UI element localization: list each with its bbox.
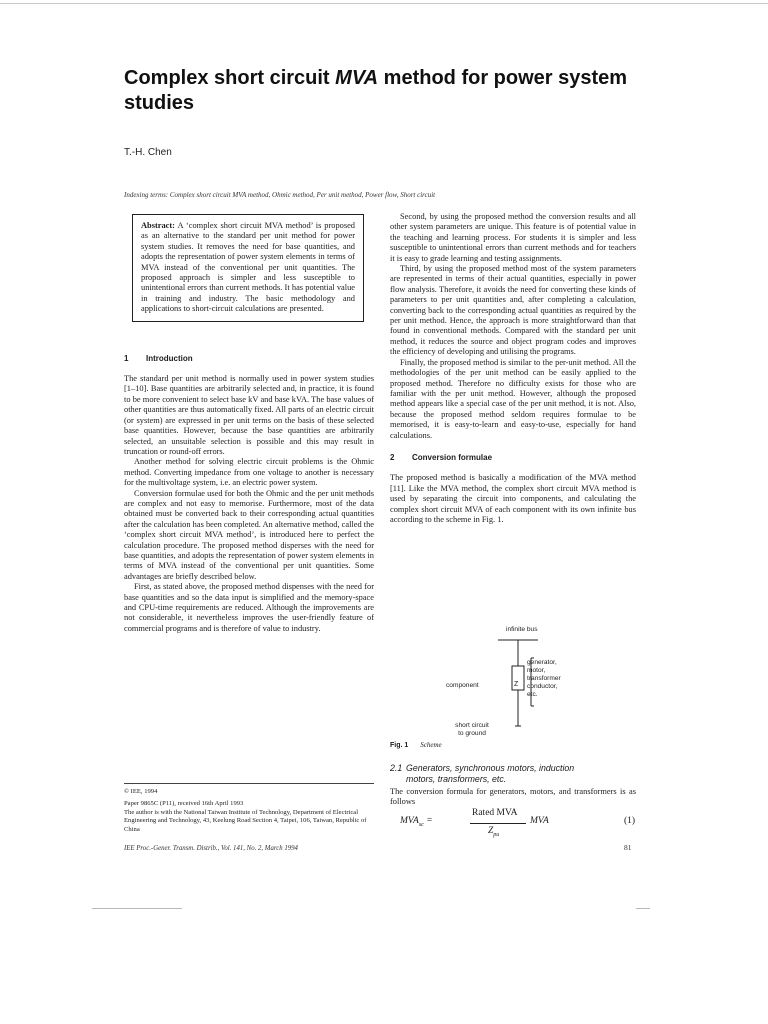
paragraph: The conversion formula for generators, motors, and transformers is as follows	[390, 787, 636, 807]
section-2-heading: 2 Conversion formulae	[390, 452, 493, 462]
equation-rhs: MVA	[530, 816, 549, 826]
page-number: 81	[624, 843, 632, 852]
paragraph: Finally, the proposed method is similar to the per-unit method. All the methodologies of the per unit method can be easily applied to the proposed method. Therefore no difficulty exists for those who are familiar with the per unit method. However, although the proposed method appears like a special case of the per unit method, it is not. Also, because the proposed method seldom requires formulae to be memorised, it is easy-to-learn and easy-to-use, especially for hand calculations.	[390, 357, 636, 440]
left-column	[124, 214, 374, 634]
scan-artifact-line	[636, 908, 650, 909]
paper-note: Paper 9865C (P11), received 16th April 1993	[124, 800, 244, 808]
author: T.-H. Chen	[124, 147, 172, 158]
equation-number: (1)	[624, 816, 636, 826]
abstract-label: Abstract:	[141, 221, 175, 230]
figure-1-scheme	[390, 622, 636, 752]
infinite-bus-label: infinite bus	[506, 626, 538, 633]
section-1-heading: 1 Introduction	[124, 353, 193, 363]
footnotes	[124, 783, 374, 834]
component-label: component	[446, 682, 479, 689]
indexing-terms: Indexing terms: Complex short circuit MVA method, Ohmic method, Per unit method, Power flow, Short circuit	[124, 191, 436, 199]
impedance-label: Z	[514, 681, 519, 688]
short-circuit-label: short circuit to ground	[455, 722, 489, 737]
paragraph: Third, by using the proposed method most of the system parameters are represented in terms of their actual quantities, especially in power flow analysis. Therefore, it avoids the need for converting these kinds of parameters to per unit quantities and, after completing a calculation, converting back to the corresponding actual quantities as required by the per unit method. Hence, the approach is more straightforward than that found in conventional methods. Compared with the standard per unit method, it reduces the source and object program codes and improves the efficiency of developing and utilising the programs.	[390, 264, 636, 357]
figure-caption: Fig. 1 Scheme	[390, 741, 442, 749]
paragraph: Conversion formulae used for both the Ohmic and the per unit methods are complex and not easy to memorise. Furthermore, most of the data obtained must be converted back to their corresponding actual quantities after the calculation has been completed. An alternative method, called the ‘complex short circuit MVA method’, is introduced here to perfect the calculation procedure. The proposed method disperses with the need for base quantities, and adopts the representation of power system elements in terms of MVA instead of the conventional per unit quantities. Some advantages are briefly described below.	[124, 488, 374, 581]
equation-denominator: $Z_{pu}$	[488, 826, 500, 838]
paragraph: The proposed method is basically a modification of the MVA method [11]. Like the MVA method, the complex short circuit MVA method is used by separating the circuit into components, and calculating the complex short circuit MVA of each component with its own infinite bus according to the scheme in Fig. 1.	[390, 473, 636, 524]
paper-title: Complex short circuit MVA method for power system studies	[124, 67, 628, 114]
copyright-note: © IEE, 1994	[124, 788, 158, 795]
equation-lhs: $MVA_{sc}$ =	[400, 816, 433, 828]
abstract-box	[132, 214, 364, 322]
paragraph: The standard per unit method is normally used in power system studies [1–10]. Base quantities are arbitrarily selected and, in practice, it is found to be more convenient to select base kV and base kVA. The base values of other quantities are thus automatically fixed. All parts of an electric circuit (or system) are expressed in per unit terms on the basis of these selected base quantities. However, because the base quantities are arbitrarily selected, an unsuitable selection is possible and this may result in truncation or round-off errors.	[124, 374, 374, 456]
abstract-text: A ‘complex short circuit MVA method’ is proposed as an alternative to the standard per unit method for power system studies. It removes the need for base quantities, and adopts the representation of power system elements in terms of MVA instead of the conventional per unit quantities. The proposed approach is simpler and less susceptible to unintentional errors than current methods. It has potential value in training and industry. The basic methodology and applications to short-circuit calculations are presented.	[141, 221, 355, 314]
footnote-rule	[124, 783, 374, 784]
subsection-heading: 2.1 Generators, synchronous motors, induction motors, transformers, etc.	[390, 763, 575, 784]
paragraph: Second, by using the proposed method the conversion results and all other system parameters are unique. This feature is of potential value in the teaching and learning process. For students it is simpler and less susceptible to unintentional errors than current methods and for teachers it is easy to grade learning and testing assignments.	[390, 212, 636, 263]
paragraph: Another method for solving electric circuit problems is the Ohmic method. Converting impedance from one voltage to another is necessary for the multivoltage system, i.e. an electric power system.	[124, 457, 374, 488]
fraction-bar	[470, 823, 526, 824]
equation-numerator: Rated MVA	[472, 808, 518, 818]
affiliation-note: The author is with the National Taiwan Institute of Technology, Department of Electrical Engineering and Technology, 43, Keelung Road Section 4, Taipei, 106, Taiwan, Republic of China	[124, 808, 367, 833]
subsection-2-1	[390, 755, 636, 808]
scan-artifact-line	[92, 908, 182, 909]
equation-1	[390, 808, 636, 844]
right-column	[390, 212, 636, 525]
component-types-list: generator, motor, transformer conductor, etc.	[527, 659, 561, 698]
paragraph: First, as stated above, the proposed method dispenses with the need for base quantities and so the data input is simplified and the memory-space and CPU-time requirements are reduced. Although the improvements are not considerable, it nevertheless improves the user-friendly feature of commercial programs and is therefore of value to industry.	[124, 582, 374, 633]
scan-top-line	[0, 3, 768, 4]
journal-footer: IEE Proc.-Gener. Transm. Distrib., Vol. 141, No. 2, March 1994	[124, 845, 298, 852]
